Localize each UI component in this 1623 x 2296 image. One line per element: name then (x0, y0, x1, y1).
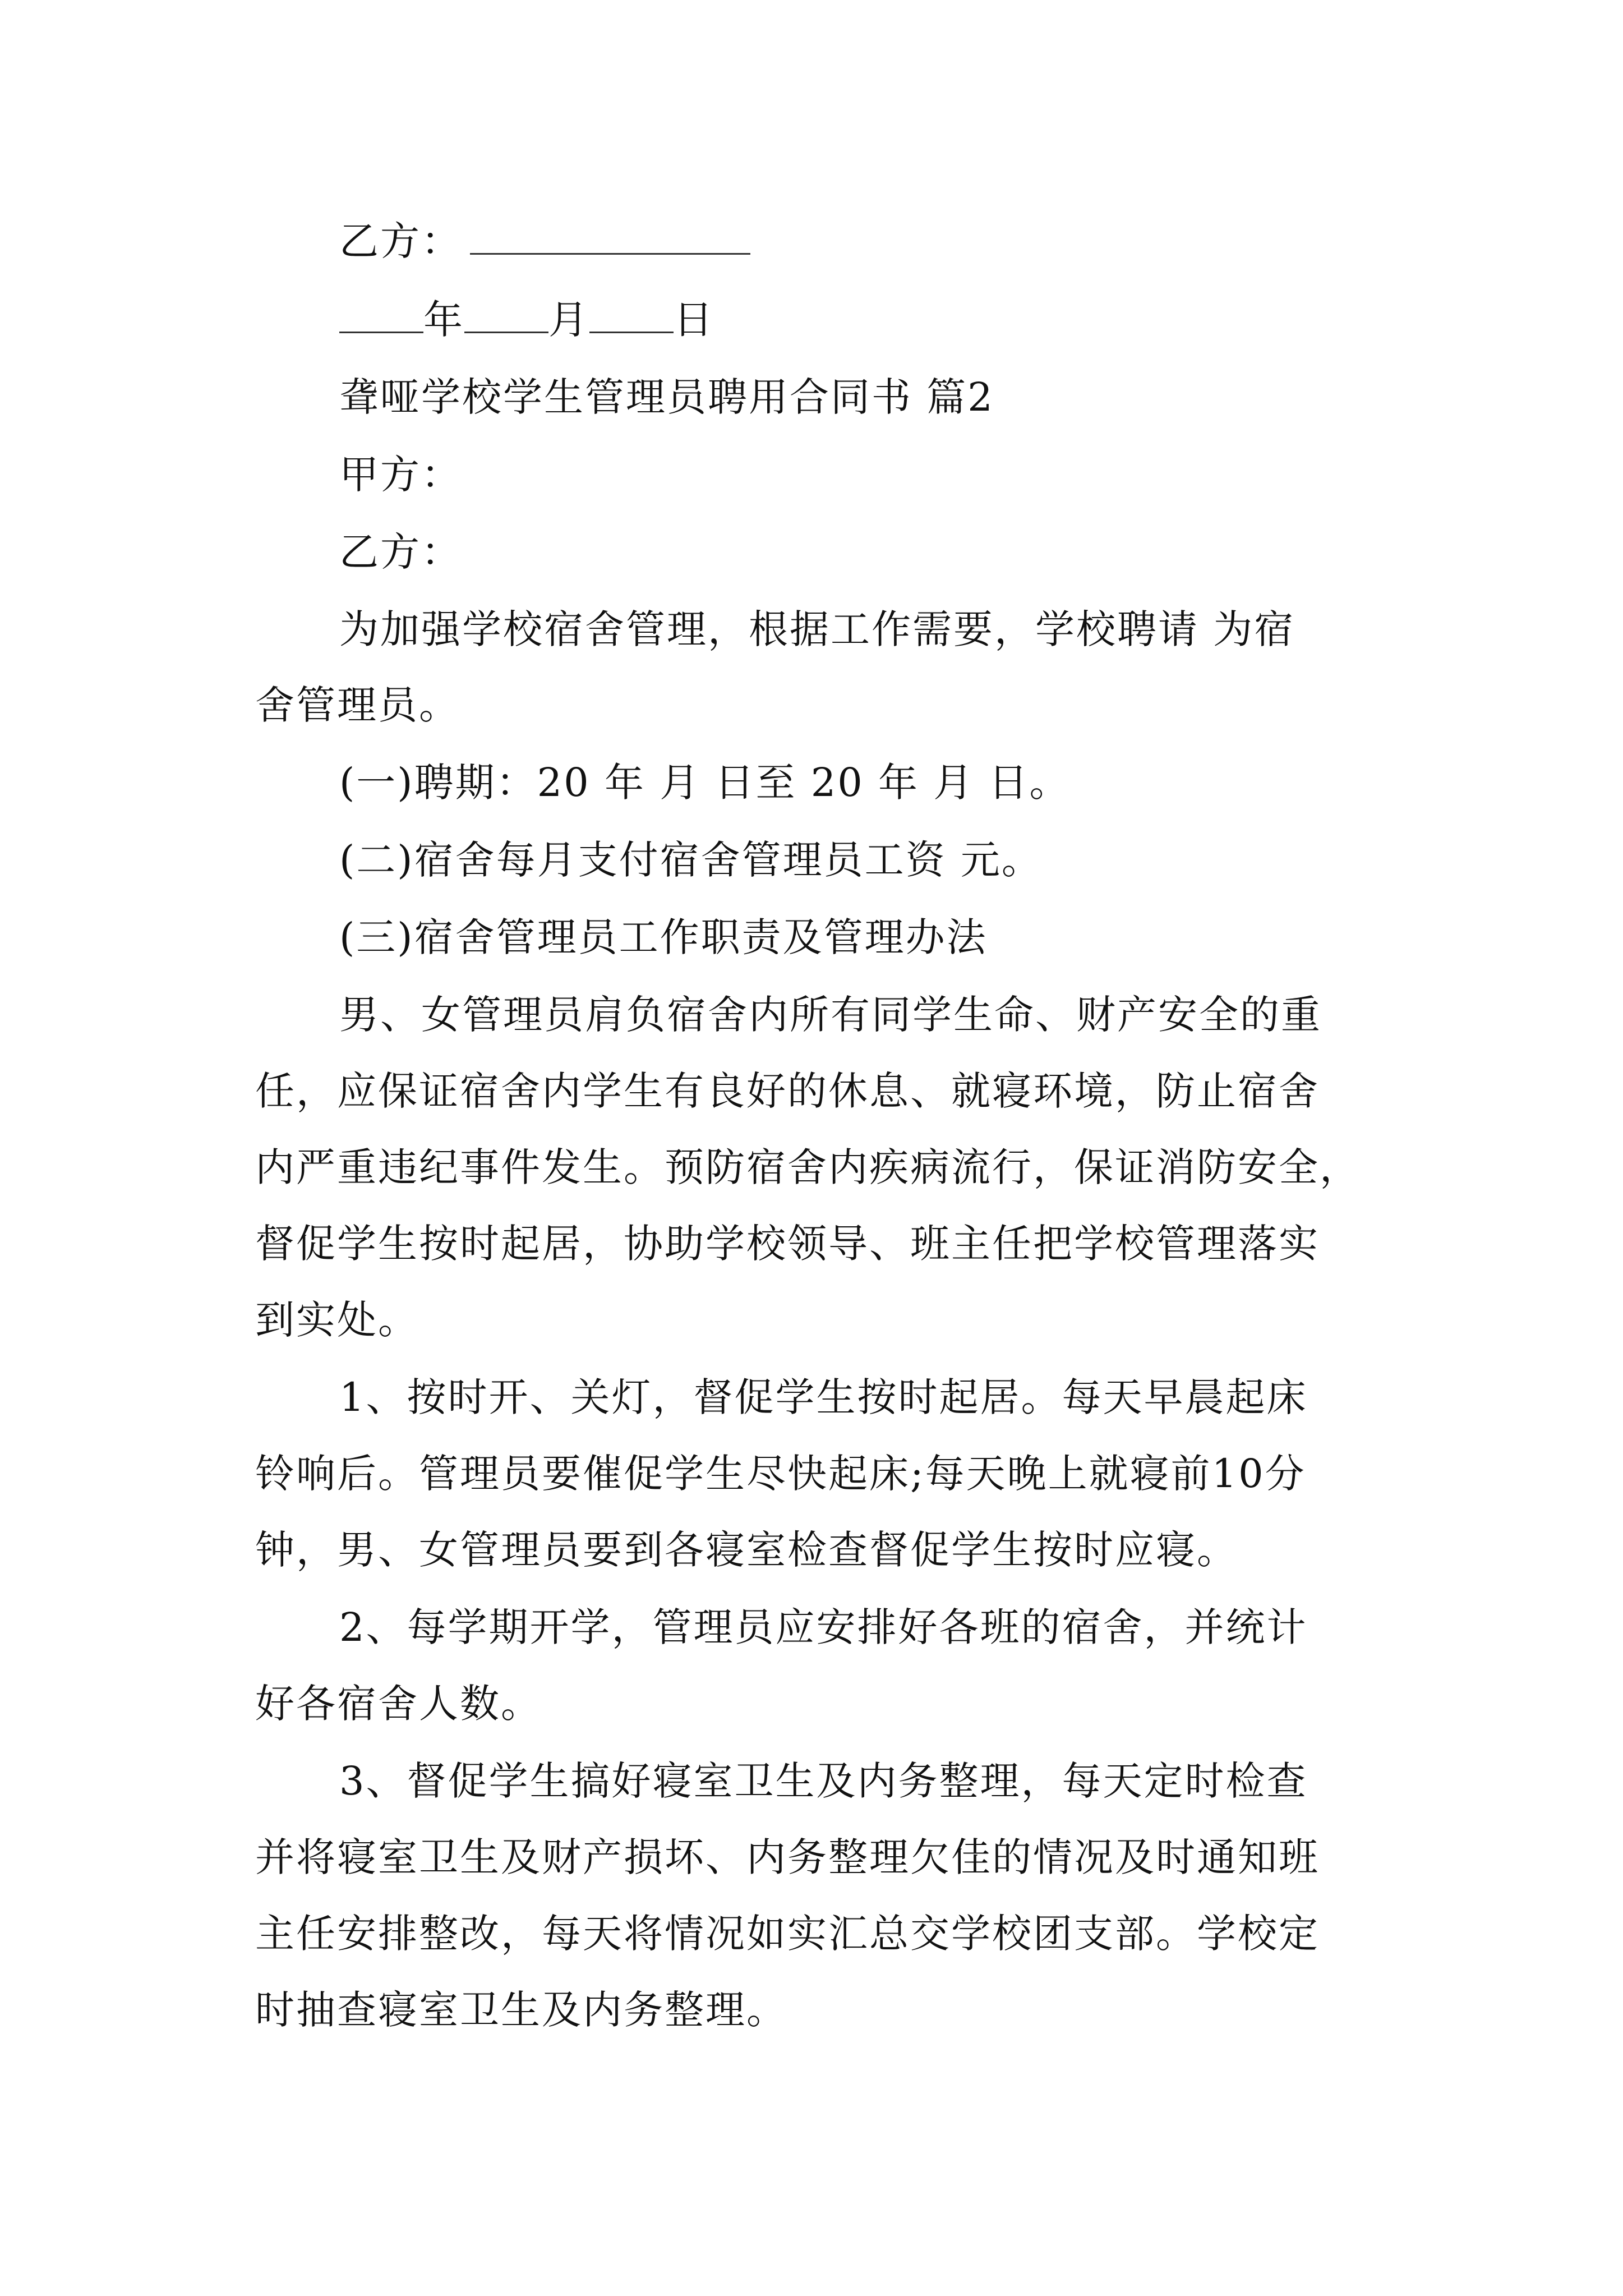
clause-salary: (二)宿舍每月支付宿舍管理员工资 元。 (339, 837, 1043, 883)
day-blank (589, 296, 674, 333)
item-3-line: 主任安排整改，每天将情况如实汇总交学校团支部。学校定 (255, 1911, 1320, 1957)
item-3-line: 并将寝室卫生及财产损坏、内务整理欠佳的情况及时通知班 (255, 1834, 1320, 1880)
date-month-label: 月 (548, 297, 589, 343)
contract-title: 聋哑学校学生管理员聘用合同书 篇2 (339, 374, 994, 420)
item-1-line: 1、按时开、关灯，督促学生按时起居。每天早晨起床 (339, 1374, 1308, 1420)
item-3-line: 时抽查寝室卫生及内务整理。 (255, 1987, 787, 2033)
intro-line: 为加强学校宿舍管理，根据工作需要，学校聘请 为宿 (339, 606, 1295, 652)
date-year-label: 年 (423, 297, 464, 343)
duty-line: 内严重违纪事件发生。预防宿舍内疾病流行，保证消防安全， (255, 1144, 1361, 1190)
signature-blank-line (470, 217, 750, 255)
item-2-line: 2、每学期开学，管理员应安排好各班的宿舍，并统计 (339, 1604, 1308, 1650)
item-3-line: 3、督促学生搞好寝室卫生及内务整理，每天定时检查 (339, 1758, 1308, 1804)
intro-line: 舍管理员。 (255, 682, 460, 728)
year-blank (339, 296, 423, 333)
month-blank (464, 296, 548, 333)
duty-line: 到实处。 (255, 1297, 419, 1343)
party-a-line: 甲方： (339, 452, 462, 498)
item-1-line: 铃响后。管理员要催促学生尽快起床;每天晚上就寝前10分 (255, 1451, 1306, 1497)
clause-term: (一)聘期：20 年 月 日至 20 年 月 日。 (339, 760, 1071, 806)
party-b-line: 乙方： (339, 529, 462, 575)
duty-line: 男、女管理员肩负宿舍内所有同学生命、财产安全的重 (339, 992, 1322, 1038)
item-2-line: 好各宿舍人数。 (255, 1681, 542, 1727)
date-day-label: 日 (674, 297, 714, 343)
duty-line: 任，应保证宿舍内学生有良好的休息、就寝环境，防止宿舍 (255, 1068, 1320, 1114)
signature-date (339, 295, 714, 345)
duty-line: 督促学生按时起居，协助学校领导、班主任把学校管理落实 (255, 1221, 1320, 1267)
signature-party-b (339, 216, 750, 266)
item-1-line: 钟，男、女管理员要到各寝室检查督促学生按时应寝。 (255, 1527, 1238, 1573)
signature-party-b-label: 乙方： (339, 218, 462, 264)
clause-duties-heading: (三)宿舍管理员工作职责及管理办法 (339, 914, 988, 960)
